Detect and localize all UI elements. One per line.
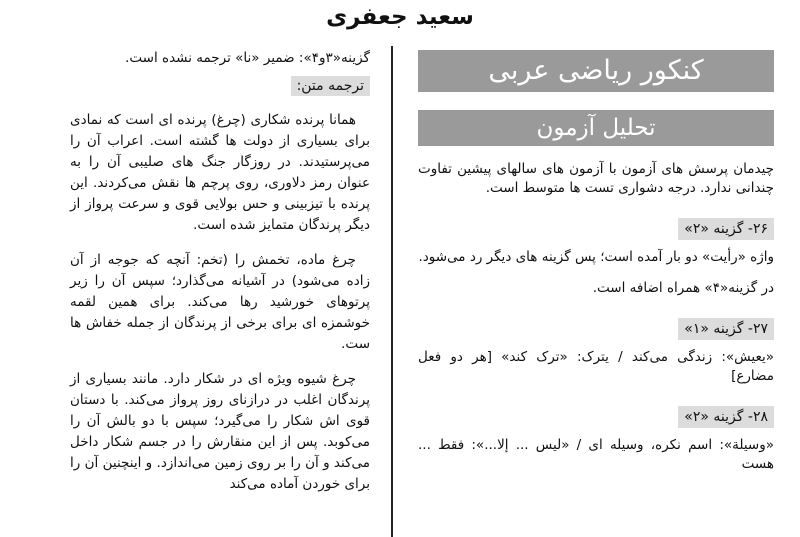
answer-line: «یعیش»: زندگی می‌کند / یترک: «ترک کند» [هر دو فعل مضارع] <box>418 349 774 384</box>
intro-paragraph: چیدمان پرسش های آزمون با آزمون های سالهای پیشین تفاوت چندانی ندارد. درجه دشواری تست ها متوسط است. <box>418 161 774 196</box>
question-heading: ۲۸- گزینه «۲» <box>678 406 774 428</box>
question-heading: ۲۶- گزینه «۲» <box>678 218 774 240</box>
translation-label: ترجمه متن: <box>291 76 370 96</box>
translation-paragraph: چرغ ماده، تخمش را (تخم: آنچه که جوجه از آن زاده می‌شود) در آشیانه می‌گذارد؛ سپس آن را زیر پرتوهای خورشید رها می‌کند. برای همین لقمه خوشمزه ای برای برخی از پرندگان از جمله خفاش ها ست. <box>70 252 370 352</box>
question-heading: ۲۷- گزینه «۱» <box>678 318 774 340</box>
right-column <box>418 44 774 474</box>
question-block <box>418 308 774 386</box>
left-column <box>70 44 370 495</box>
question-block <box>418 208 774 298</box>
exam-title-banner: کنکور ریاضی عربی <box>418 50 774 92</box>
question-block <box>418 396 774 474</box>
translation-paragraph: همانا پرنده شکاری (چرغ) پرنده ای است که نمادی برای بسیاری از دولت ها گشته است. اعراب آن را می‌پرستیدند. در روزگار جنگ های صلیبی آن را به عنوان رمز دلاوری، روی پرچم ها نقش می‌کردند. این پرنده با تیزبینی و حس بولایی قوی و سرعت پرواز از دیگر پرندگان متمایز شده است. <box>70 112 370 233</box>
analysis-subtitle-banner: تحلیل آزمون <box>418 110 774 146</box>
answer-line: واژه «رأیت» دو بار آمده است؛ پس گزینه های دیگر رد می‌شود. <box>418 249 774 265</box>
answer-line: در گزینه«۴» همراه اضافه است. <box>592 280 774 296</box>
option-note: گزینه«۳و۴»: ضمیر «نا» ترجمه نشده است. <box>125 50 370 66</box>
author-name: سعید جعفری <box>326 4 474 30</box>
answer-line: «وسیلة»: اسم نکره، وسیله ای / «لیس ... إلا...»: فقط ... هست <box>418 437 774 472</box>
column-divider <box>391 46 393 537</box>
translation-paragraph: چرغ شیوه ویژه ای در شکار دارد. مانند بسیاری از پرندگان اغلب در درازنای روز پرواز می‌کند. با دستان قوی اش شکار را می‌گیرد؛ سپس با دو بالش آن را می‌کوبد. پس از این منقارش را در جسم شکار داخل می‌کند و آن را بر روی زمین می‌اندازد. و اینچنین آن را برای خوردن آماده می‌کند <box>70 371 370 492</box>
